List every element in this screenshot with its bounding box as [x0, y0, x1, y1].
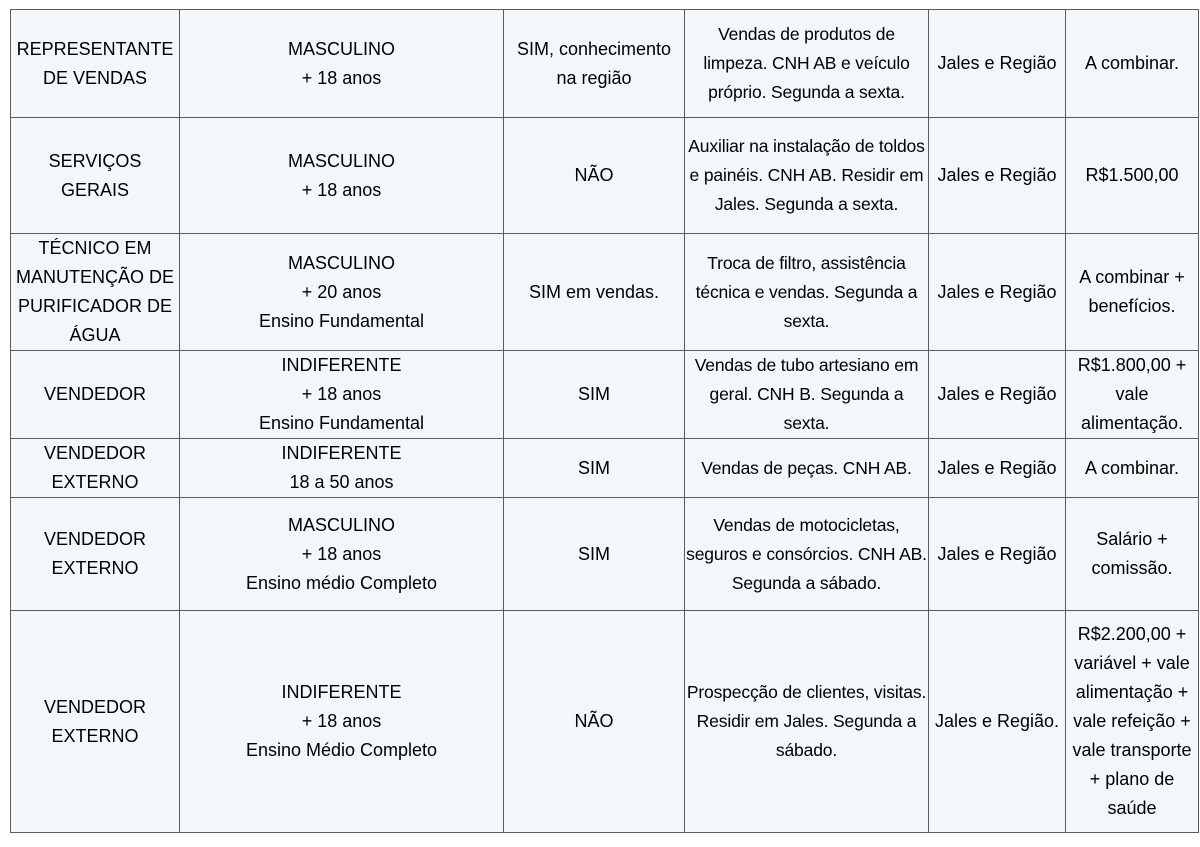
table-row [11, 439, 1199, 498]
experience-cell: NÃO [504, 611, 685, 833]
experience-cell: SIM [504, 498, 685, 611]
job-title-cell: VENDEDOR EXTERNO [11, 611, 180, 833]
location-cell: Jales e Região [929, 10, 1066, 118]
description-cell: Vendas de motocicletas, seguros e consórcios. CNH AB. Segunda a sábado. [685, 498, 929, 611]
description-cell: Vendas de tubo artesiano em geral. CNH B. Segunda a sexta. [685, 351, 929, 439]
experience-cell: SIM [504, 439, 685, 498]
location-cell: Jales e Região [929, 234, 1066, 351]
location-cell: Jales e Região [929, 118, 1066, 234]
table-row [11, 498, 1199, 611]
job-listings-table [10, 9, 1199, 833]
profile-cell: INDIFERENTE + 18 anos Ensino Fundamental [180, 351, 504, 439]
profile-cell: MASCULINO + 18 anos Ensino médio Completo [180, 498, 504, 611]
location-cell: Jales e Região [929, 439, 1066, 498]
salary-cell: A combinar. [1066, 439, 1199, 498]
salary-cell: R$1.500,00 [1066, 118, 1199, 234]
salary-cell: A combinar + benefícios. [1066, 234, 1199, 351]
salary-cell: A combinar. [1066, 10, 1199, 118]
profile-cell: INDIFERENTE 18 a 50 anos [180, 439, 504, 498]
location-cell: Jales e Região. [929, 611, 1066, 833]
job-title-cell: VENDEDOR EXTERNO [11, 439, 180, 498]
experience-cell: NÃO [504, 118, 685, 234]
description-cell: Vendas de peças. CNH AB. [685, 439, 929, 498]
description-cell: Prospecção de clientes, visitas. Residir em Jales. Segunda a sábado. [685, 611, 929, 833]
profile-cell: MASCULINO + 20 anos Ensino Fundamental [180, 234, 504, 351]
profile-cell: MASCULINO + 18 anos [180, 118, 504, 234]
table-row [11, 10, 1199, 118]
experience-cell: SIM, conhecimento na região [504, 10, 685, 118]
description-cell: Vendas de produtos de limpeza. CNH AB e veículo próprio. Segunda a sexta. [685, 10, 929, 118]
table-row [11, 118, 1199, 234]
profile-cell: MASCULINO + 18 anos [180, 10, 504, 118]
table-row [11, 351, 1199, 439]
profile-cell: INDIFERENTE + 18 anos Ensino Médio Completo [180, 611, 504, 833]
experience-cell: SIM em vendas. [504, 234, 685, 351]
description-cell: Troca de filtro, assistência técnica e vendas. Segunda a sexta. [685, 234, 929, 351]
salary-cell: R$1.800,00 + vale alimentação. [1066, 351, 1199, 439]
job-title-cell: VENDEDOR [11, 351, 180, 439]
job-title-cell: TÉCNICO EM MANUTENÇÃO DE PURIFICADOR DE ÁGUA [11, 234, 180, 351]
location-cell: Jales e Região [929, 498, 1066, 611]
experience-cell: SIM [504, 351, 685, 439]
job-title-cell: REPRESENTANTE DE VENDAS [11, 10, 180, 118]
location-cell: Jales e Região [929, 351, 1066, 439]
salary-cell: Salário + comissão. [1066, 498, 1199, 611]
table-row [11, 611, 1199, 833]
job-title-cell: VENDEDOR EXTERNO [11, 498, 180, 611]
salary-cell: R$2.200,00 + variável + vale alimentação + vale refeição + vale transporte + plano de saúde [1066, 611, 1199, 833]
table-row [11, 234, 1199, 351]
job-title-cell: SERVIÇOS GERAIS [11, 118, 180, 234]
description-cell: Auxiliar na instalação de toldos e painéis. CNH AB. Residir em Jales. Segunda a sexta. [685, 118, 929, 234]
